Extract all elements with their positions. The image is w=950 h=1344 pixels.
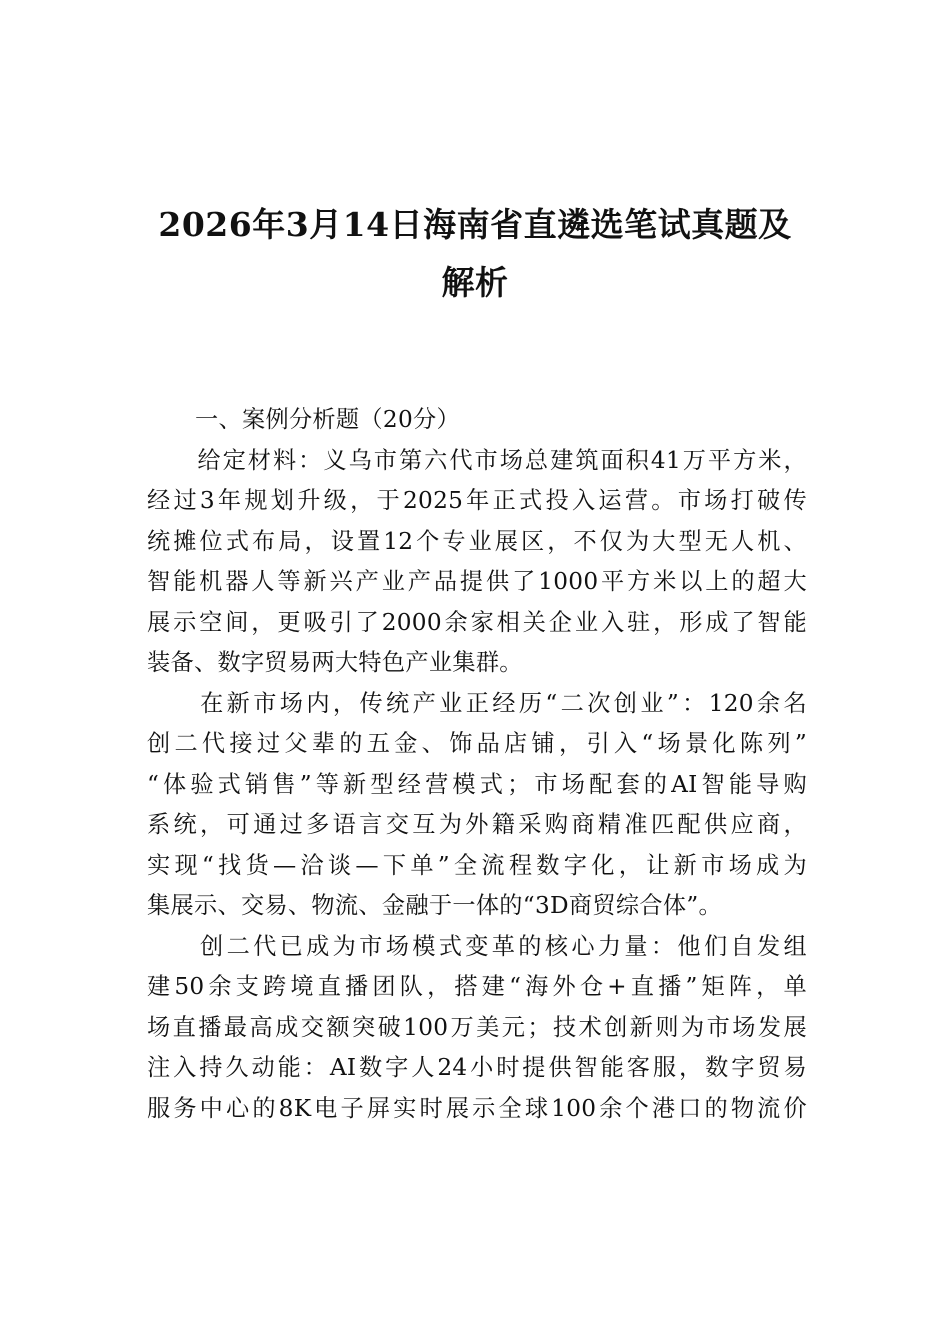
paragraph-line: “体验式销售”等新型经营模式；市场配套的AI智能导购	[147, 770, 807, 798]
paragraph-line: 注入持久动能：AI数字人24小时提供智能客服，数字贸易	[147, 1054, 807, 1081]
document-title	[140, 196, 810, 312]
paragraph-line: 经过3年规划升级，于2025年正式投入运营。市场打破传	[147, 487, 807, 514]
paragraph-line: 展示空间，更吸引了2000余家相关企业入驻，形成了智能	[147, 608, 807, 636]
paragraph-line: 智能机器人等新兴产业产品提供了1000平方米以上的超大	[147, 568, 807, 595]
section-heading	[147, 400, 807, 441]
paragraph-line: 服务中心的8K电子屏实时展示全球100余个港口的物流价	[147, 1094, 807, 1122]
title-line-2: 解析	[441, 263, 509, 302]
title-line-1: 2026年3月14日海南省直遴选笔试真题及	[158, 205, 792, 244]
paragraph-line: 集展示、交易、物流、金融于一体的“3D商贸综合体”。	[147, 892, 722, 919]
paragraph-line: 给定材料：义乌市第六代市场总建筑面积41万平方米，	[147, 446, 807, 474]
paragraph-line: 系统，可通过多语言交互为外籍采购商精准匹配供应商，	[147, 811, 807, 838]
paragraph-3	[147, 927, 807, 1130]
paragraph-line: 场直播最高成交额突破100万美元；技术创新则为市场发展	[147, 1013, 807, 1041]
paragraph-line: 创二代接过父辈的五金、饰品店铺，引入“场景化陈列”	[147, 730, 807, 757]
document-body	[147, 400, 807, 1129]
paragraph-line: 建50余支跨境直播团队，搭建“海外仓+直播”矩阵，单	[147, 973, 807, 1000]
section-heading-text: 一、案例分析题（20分）	[195, 406, 460, 433]
paragraph-line: 实现“找货—洽谈—下单”全流程数字化，让新市场成为	[147, 851, 807, 879]
paragraph-line: 在新市场内，传统产业正经历“二次创业”：120余名	[147, 689, 807, 717]
paragraph-line: 创二代已成为市场模式变革的核心力量：他们自发组	[147, 932, 807, 960]
paragraph-1	[147, 441, 807, 684]
paragraph-line: 统摊位式布局，设置12个专业展区，不仅为大型无人机、	[147, 527, 807, 555]
paragraph-2	[147, 684, 807, 927]
paragraph-line: 装备、数字贸易两大特色产业集群。	[147, 649, 523, 676]
